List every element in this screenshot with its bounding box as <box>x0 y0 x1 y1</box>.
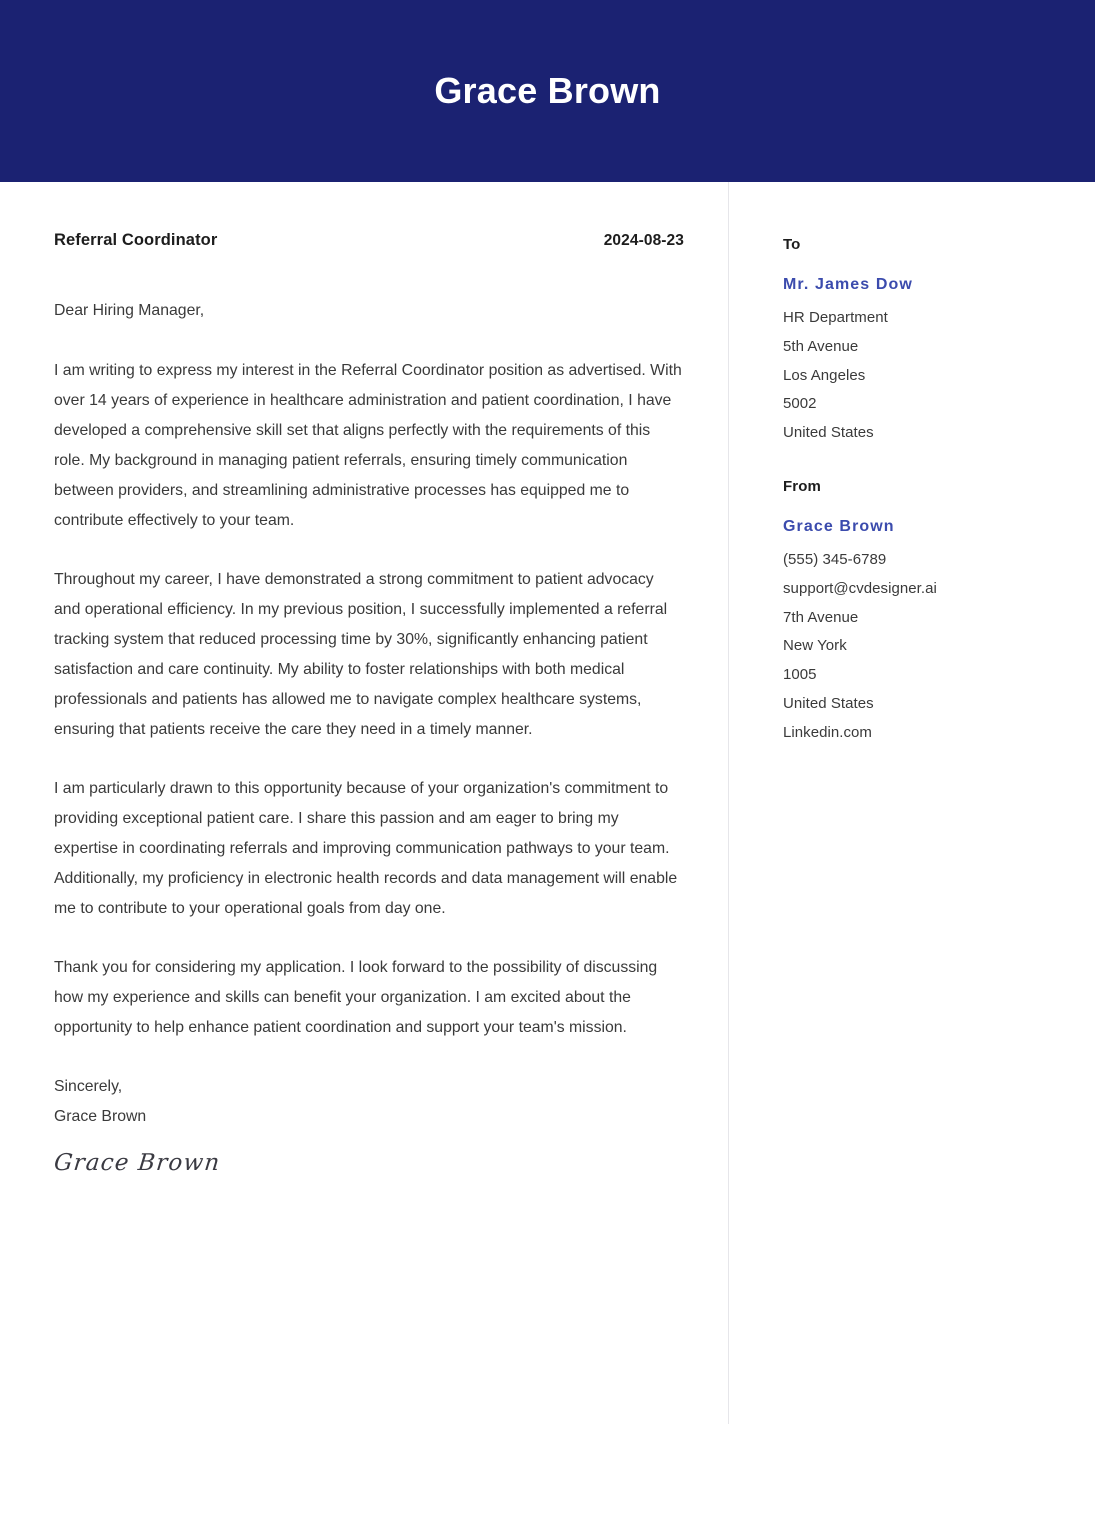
page-title: Grace Brown <box>434 70 661 111</box>
recipient-heading: To <box>783 236 801 253</box>
closing-block <box>54 1072 684 1132</box>
sender-email: support@cvdesigner.ai <box>783 579 937 597</box>
sender-heading: From <box>783 477 821 495</box>
signature: Grace Brown <box>52 1150 222 1177</box>
sender-line: 1005 <box>783 666 817 684</box>
letter-date: 2024-08-23 <box>603 232 684 249</box>
recipient-name: Mr. James Dow <box>783 276 913 293</box>
letter-meta-row <box>54 231 684 250</box>
closing-salutation: Sincerely, <box>54 1078 123 1096</box>
sender-block <box>783 478 1075 748</box>
recipient-line: United States <box>783 424 874 442</box>
recipient-block <box>783 236 1075 448</box>
recipient-line: HR Department <box>783 309 888 326</box>
sender-phone: (555) 345-6789 <box>783 550 887 568</box>
address-column <box>729 182 1095 774</box>
closing-name: Grace Brown <box>54 1108 147 1126</box>
sender-line: New York <box>783 637 847 655</box>
recipient-line: 5002 <box>783 395 817 413</box>
letter-paragraph: Throughout my career, I have demonstrated a strong commitment to patient advocacy and operational efficiency. In my previous position, I successfully implemented a referral tracking system that reduced processing time by 30%, significantly enhancing patient satisfaction and care continuity. My ability to foster relationships with both medical professionals and patients has allowed me to navigate complex healthcare systems, ensuring that patients receive the care they need in a timely manner. <box>54 571 668 739</box>
recipient-line: Los Angeles <box>783 366 866 384</box>
salutation: Dear Hiring Manager, <box>54 302 205 319</box>
sender-line: United States <box>783 694 874 712</box>
sender-website: Linkedin.com <box>783 723 872 741</box>
sender-name: Grace Brown <box>783 517 895 535</box>
header-banner <box>0 0 1095 182</box>
recipient-line: 5th Avenue <box>783 337 859 355</box>
sender-line: 7th Avenue <box>783 608 859 626</box>
letter-paragraph: Thank you for considering my application. I look forward to the possibility of discussing how my experience and skills can benefit your organization. I am excited about the opportunity to help enhance patient coordination and support your team's mission. <box>54 959 658 1037</box>
job-title: Referral Coordinator <box>54 231 218 249</box>
letter-paragraph: I am particularly drawn to this opportunity because of your organization's commitment to providing exceptional patient care. I share this passion and am eager to bring my expertise in coordinating referrals and improving communication pathways to your team. Additionally, my proficiency in electronic health records and data management will enable me to contribute to your operational goals from day one. <box>54 780 678 918</box>
letter-content <box>0 182 1095 1536</box>
letter-paragraph: I am writing to express my interest in the Referral Coordinator position as advertised. With over 14 years of experience in healthcare administration and patient coordination, I have developed a comprehensive skill set that aligns perfectly with the requirements of this role. My background in managing patient referrals, ensuring timely communication between providers, and streamlining administrative processes has equipped me to contribute effectively to your team. <box>54 362 682 530</box>
letter-column <box>0 182 728 1178</box>
